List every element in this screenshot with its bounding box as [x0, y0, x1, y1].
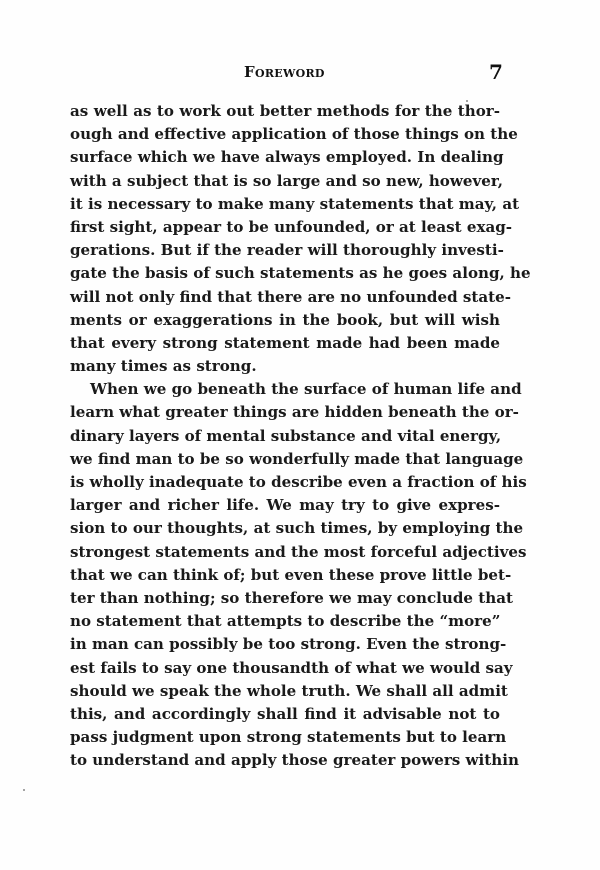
text-line: to understand and apply those greater powers within: [70, 751, 519, 770]
text-line: est fails to say one thousandth of what we would say: [70, 658, 513, 677]
text-line: surface which we have always employed. In dealing: [70, 148, 504, 167]
text-line: that we can think of; but even these prove little bet-: [70, 565, 512, 584]
body-text: [70, 100, 531, 772]
page-number: 7: [489, 60, 503, 84]
scan-speck: [466, 100, 468, 102]
text-line: that every strong statement made had been made: [70, 333, 500, 352]
text-line: sion to our thoughts, at such times, by employing the: [70, 519, 524, 538]
text-line: in man can possibly be too strong. Even the strong-: [70, 635, 507, 654]
chapter-title: Foreword: [244, 63, 325, 81]
text-line: as well as to work out better methods for the thor-: [70, 102, 500, 120]
text-line: is wholly inadequate to describe even a fraction of his: [70, 473, 527, 491]
text-line: larger and richer life. We may try to give expres-: [70, 496, 500, 515]
text-line: gerations. But if the reader will thoroughly investi-: [70, 241, 504, 260]
scan-speck: [23, 789, 25, 791]
text-line: dinary layers of mental substance and vital energy,: [70, 426, 502, 445]
text-line: with a subject that is so large and so new, however,: [70, 171, 503, 190]
text-line: will not only find that there are no unfounded state-: [70, 287, 511, 306]
text-line: first sight, appear to be unfounded, or at least exag-: [70, 217, 513, 236]
paragraph-start-line: When we go beneath the surface of human life and: [90, 380, 522, 399]
text-line: no statement that attempts to describe the “more”: [70, 612, 501, 631]
text-line: ough and effective application of those things on the: [70, 125, 518, 144]
text-line: strongest statements and the most forceful adjectives: [70, 542, 527, 561]
text-line: it is necessary to make many statements that may, at: [70, 194, 520, 213]
text-line: pass judgment upon strong statements but to learn: [70, 728, 507, 747]
text-line: this, and accordingly shall find it advisable not to: [70, 704, 500, 723]
text-line: ments or exaggerations in the book, but will wish: [70, 310, 500, 329]
text-line: gate the basis of such statements as he goes along, he: [70, 264, 531, 283]
text-line: should we speak the whole truth. We shall all admit: [70, 681, 508, 700]
text-line: ter than nothing; so therefore we may conclude that: [70, 588, 513, 607]
text-line: we find man to be so wonderfully made that language: [70, 449, 524, 468]
running-head: [0, 61, 600, 85]
text-line: learn what greater things are hidden beneath the or-: [70, 403, 519, 422]
paragraph-end-line: many times as strong.: [70, 357, 257, 376]
